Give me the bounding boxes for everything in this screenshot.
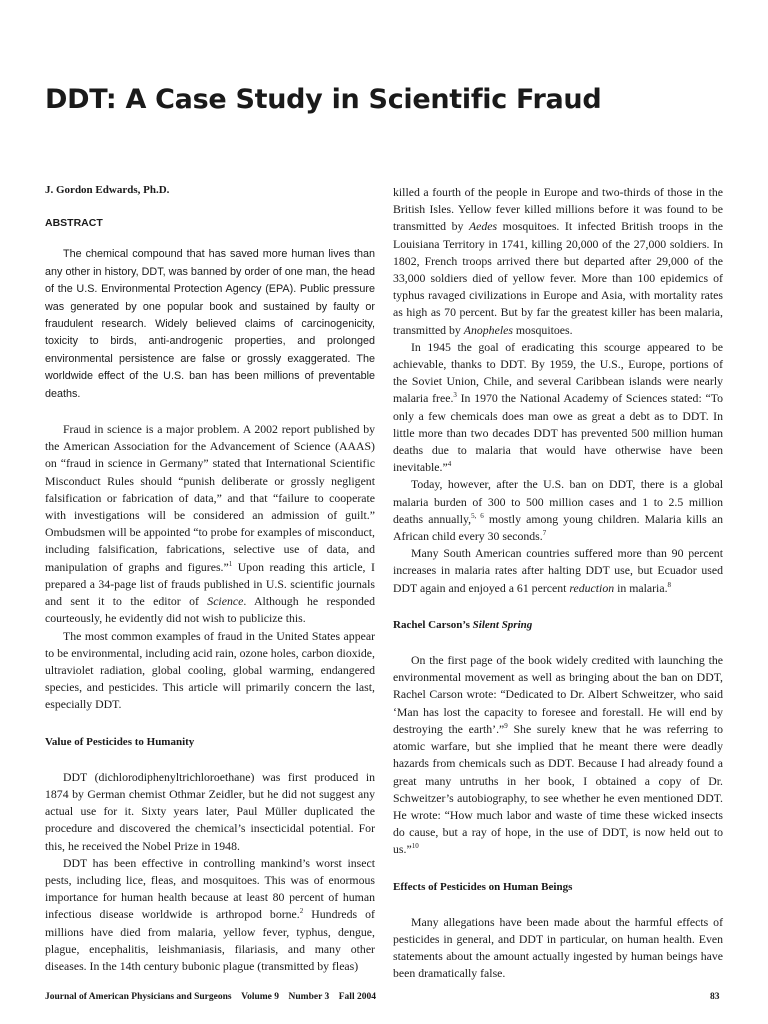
- footnote-ref: 7: [542, 529, 547, 538]
- left-column: [45, 182, 375, 975]
- paragraph-1945: In 1945 the goal of eradicating this scourge appeared to be achievable, thanks to DDT. By 1959, the U.S., Europe, portions of the Soviet Union, Chile, and several Caribbean islands were nearly malaria free.$^3$ In 1970 the National Academy of Sciences stated: “To only a few chemicals does man owe as great a debt as to DDT. In little more than two decades DDT has prevented 500 million human deaths due to malaria that would have otherwise have been inevitable.”$^4$: [393, 339, 723, 475]
- footnote-ref: 8: [667, 580, 672, 589]
- footer-issue: Fall 2004: [338, 992, 376, 1002]
- page-number: 83: [710, 992, 720, 1002]
- right-column: [393, 184, 723, 983]
- section-heading-effects-on-humans: Effects of Pesticides on Human Beings: [393, 880, 573, 893]
- abstract-heading: ABSTRACT: [45, 217, 103, 230]
- abstract-text: The chemical compound that has saved more human lives than any other in history, DDT, was banned by order of one man, the head of the U.S. Environmental Protection Agency (EPA). Public pressure was generated by one popular book and sustained by faulty or fraudulent research. Widely believed claims of carcinogenicity, toxicity to birds, anti-androgenic properties, and prolonged environmental persistence are false or grossly exaggerated. The worldwide effect of the U.S. ban has been millions of preventable deaths.: [45, 248, 375, 400]
- footnote-ref: 9: [504, 721, 508, 730]
- footnote-ref: 2: [299, 907, 304, 916]
- section3-paragraph-1: Many allegations have been made about the harmful effects of pesticides in general, and DDT in particular, on human health. Even statements about the amount actually ingested by human beings have been dramatically false.: [393, 914, 723, 981]
- author-name: J. Gordon Edwards, Ph.D.: [45, 184, 170, 196]
- paragraph-south-america: Many South American countries suffered more than 90 percent increases in malaria rates after halting DDT use, but Ecuador used DDT again and enjoyed a 61 percent reduction in malaria.$^8$: [393, 546, 723, 595]
- footnote-ref: 4: [447, 460, 452, 469]
- footnote-ref: 10: [411, 842, 419, 851]
- continued-paragraph: killed a fourth of the people in Europe and two-thirds of those in the British Isles. Yellow fever killed millions before it was found to be transmitted by Aedes mosquitoes. It infected British troops in the Louisiana Territory in 1741, killing 20,000 of the 27,000 soldiers. In 1802, French troops arrived there but departed after 29,000 of the 33,000 soldiers died of yellow fever. More than 100 epidemics of typhus ravaged civilizations in Europe and Asia, with mortality rates as high as 70 percent. But by far the greatest killer has been malaria, transmitted by Anopheles mosquitoes.: [393, 185, 723, 337]
- footnote-ref: 3: [453, 391, 457, 400]
- intro-paragraph-1: Fraud in science is a major problem. A 2002 report published by the American Association for the Advancement of Science (AAAS) on “fraud in science in Germany” stated that International Scientific Misconduct Rules should “punish deliberate or grossly negligent falsification or fabrication of data,” and that “failure to cooperate with investigations will be considered an admission of guilt.” Ombudsmen will be appointed “to probe for examples of misconduct, including falsification, fabrications, selective use of data, and manipulation of graphs and figures.”$^1$ Upon reading this article, I prepared a 34-page list of frauds published in U.S. scientific journals and sent it to the editor of Science. Although he responded courteously, he evidently did not wish to publicize this.: [45, 422, 375, 626]
- page-title: DDT: A Case Study in Scientific Fraud: [45, 84, 602, 115]
- section-heading-silent-spring: Rachel Carson’s Silent Spring: [393, 618, 533, 631]
- paragraph-today: Today, however, after the U.S. ban on DDT, there is a global malaria burden of 300 to 500 million cases and 1 to 2.5 million deaths annually,$^{5, 6}$ mostly among young children. Malaria kills an African child every 30 seconds.$^7$: [393, 477, 724, 544]
- footer-citation: [45, 992, 376, 1002]
- section1-paragraph-2: DDT has been effective in controlling mankind’s worst insect pests, including lice, fleas, and mosquitoes. This was of enormous importance for human health because at least 80 percent of human infectious disease worldwide is arthropod borne.$^2$ Hundreds of millions have died from malaria, yellow fever, typhus, dengue, plague, encephalitis, leishmaniasis, filariasis, and many other diseases. In the 14th century bubonic plague (transmitted by fleas): [45, 855, 375, 973]
- footer-journal: Journal of American Physicians and Surgeons: [45, 992, 232, 1002]
- footnote-ref: 5, 6: [471, 511, 484, 520]
- section1-paragraph-1: DDT (dichlorodiphenyltrichloroethane) was first produced in 1874 by German chemist Othmar Zeidler, but he did not suggest any actual use for it. Sixty years later, Paul Müller duplicated the procedure and discovered the chemical’s insecticidal potential. For this, he received the Nobel Prize in 1948.: [45, 769, 375, 853]
- footnote-ref: 1: [228, 559, 233, 568]
- section2-paragraph-1: On the first page of the book widely credited with launching the environmental movement as well as bringing about the ban on DDT, Rachel Carson wrote: “Dedicated to Dr. Albert Schweitzer, who said ‘Man has lost the capacity to foresee and forestall. He will end by destroying the earth’.”$^9$ She surely knew that he was referring to atomic warfare, but she implied that he meant there were deadly hazards from chemicals such as DDT. Because I had already found a great many untruths in her book, I obtained a copy of Dr. Schweitzer’s autobiography, to see whether he even mentioned DDT. He wrote: “How much labor and waste of time these wicked insects do cause, but a ray of hope, in the use of DDT, is now held out to us.”$^{10}$: [393, 653, 723, 857]
- footer-volume: Volume 9: [241, 992, 280, 1002]
- footer-number: Number 3: [288, 992, 330, 1002]
- section-heading-value-of-pesticides: Value of Pesticides to Humanity: [45, 735, 195, 748]
- intro-paragraph-2: The most common examples of fraud in the United States appear to be environmental, including acid rain, ozone holes, carbon dioxide, ultraviolet radiation, global cooling, global warming, endangered species, and pesticides. This article will primarily concern the last, especially DDT.: [45, 628, 375, 712]
